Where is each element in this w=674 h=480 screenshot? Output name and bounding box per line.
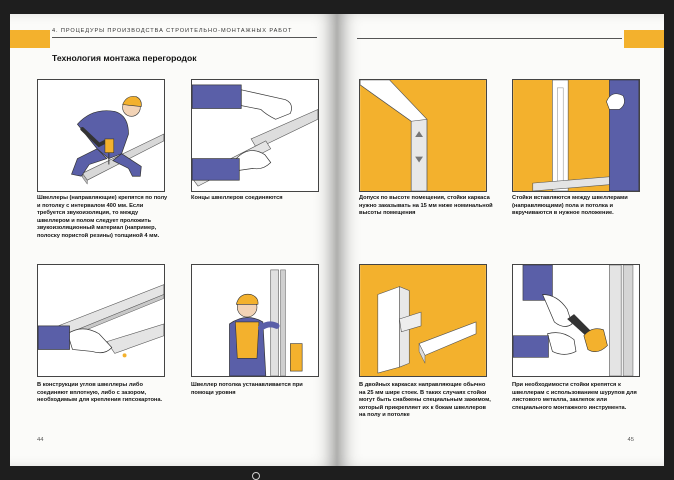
- header-rule: [357, 38, 622, 39]
- left-page: [10, 14, 337, 466]
- caption-2: Концы швеллеров соединяются: [191, 195, 283, 201]
- section-title: Технология монтажа перегородок: [52, 53, 197, 63]
- page-indicator-dot[interactable]: [252, 472, 260, 480]
- illustration-stud-height-tolerance: [359, 79, 487, 192]
- right-page: [337, 14, 664, 466]
- illustration-double-frame-clip: [359, 264, 487, 377]
- caption-1: Швеллеры (направляющие) крепятся по полу и потолку с интервалом 400 мм. Если требуется звукоизоляция, то между швеллером и полом следует проложить звукоизоляционный материал (например, полоску пористой резины) толщиной 4 мм.: [37, 195, 168, 239]
- chapter-color-bar: [10, 30, 50, 48]
- caption-3: В конструкции углов швеллеры либо соединяют вплотную, либо с зазором, необходимым для крепления гипсокартона.: [37, 382, 163, 404]
- page-number-right: 45: [627, 437, 634, 443]
- illustration-stud-insertion: [512, 79, 640, 192]
- chapter-title: 4. ПРОЦЕДУРЫ ПРОИЗВОДСТВА СТРОИТЕЛЬНО-МОНТАЖНЫХ РАБОТ: [52, 28, 317, 38]
- caption-7: В двойных каркасах направляющие обычно на 25 мм шире стоек. В таких случаях стойки могут быть снабжены специальным зажимом, который прикрепляет их к бокам швеллеров на полу и потолке: [359, 382, 491, 419]
- caption-5: Допуск по высоте помещения, стойки каркаса нужно заказывать на 15 мм ниже номинальной высоты помещения: [359, 195, 493, 217]
- illustration-drilling-floor-track: [37, 79, 165, 192]
- illustration-ceiling-track-level: [191, 264, 319, 377]
- illustration-corner-tracks: [37, 264, 165, 377]
- illustration-track-joining: [191, 79, 319, 192]
- caption-6: Стойки вставляются между швеллерами (направляющими) пола и потолка и вкручиваются в нужное положение.: [512, 195, 628, 217]
- caption-4: Швеллер потолка устанавливается при помощи уровня: [191, 382, 303, 396]
- page-number-left: 44: [37, 437, 44, 443]
- caption-8: При необходимости стойки крепятся к швеллерам с использованием шурупов для листового металла, заклепок или специального монтажного инструмента.: [512, 382, 637, 411]
- chapter-color-bar: [624, 30, 664, 48]
- illustration-fastening-tool: [512, 264, 640, 377]
